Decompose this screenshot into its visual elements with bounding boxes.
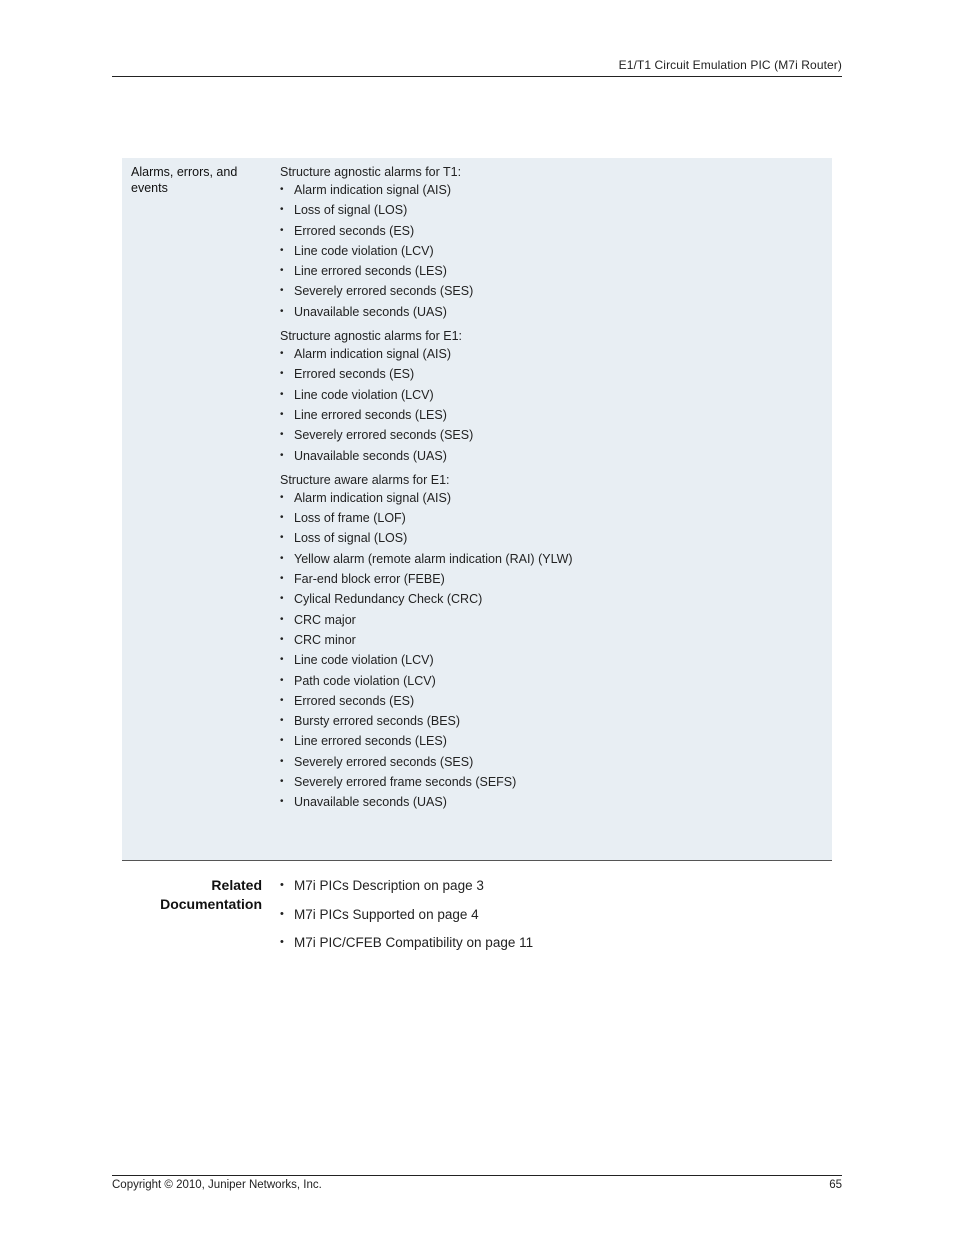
- page-footer: [112, 1175, 842, 1196]
- list-item: • Unavailable seconds (UAS): [280, 792, 820, 812]
- spec-label: Alarms, errors, and events: [131, 165, 238, 195]
- list-item: • Bursty errored seconds (BES): [280, 711, 820, 731]
- alarm-list-e1-agnostic: [280, 344, 820, 466]
- list-item: • Line code violation (LCV): [280, 650, 820, 670]
- list-item: • Unavailable seconds (UAS): [280, 302, 820, 322]
- list-item: • Errored seconds (ES): [280, 691, 820, 711]
- list-item: • Line errored seconds (LES): [280, 405, 820, 425]
- related-heading-line2: Documentation: [160, 896, 262, 912]
- related-heading-line1: Related: [211, 877, 262, 893]
- list-item: • Errored seconds (ES): [280, 364, 820, 384]
- alarm-list-e1-aware: [280, 488, 820, 813]
- list-item: • Alarm indication signal (AIS): [280, 488, 820, 508]
- list-item: • Line errored seconds (LES): [280, 261, 820, 281]
- group-intro-e1-aware: Structure aware alarms for E1:: [280, 472, 450, 487]
- header-title: E1/T1 Circuit Emulation PIC (M7i Router): [618, 58, 842, 72]
- list-item: • Path code violation (LCV): [280, 671, 820, 691]
- related-documentation-heading: [112, 876, 262, 914]
- related-documentation: [112, 876, 842, 966]
- list-item: • Loss of signal (LOS): [280, 200, 820, 220]
- list-item: • Loss of signal (LOS): [280, 528, 820, 548]
- list-item: • Yellow alarm (remote alarm indication (RAI) (YLW): [280, 549, 820, 569]
- group-intro-t1-agnostic: Structure agnostic alarms for T1:: [280, 165, 462, 179]
- page-number: 65: [829, 1179, 842, 1191]
- list-item: • Line errored seconds (LES): [280, 731, 820, 751]
- list-item: • CRC major: [280, 610, 820, 630]
- alarm-list-t1-agnostic: [280, 180, 820, 322]
- list-item: • Errored seconds (ES): [280, 221, 820, 241]
- list-item: • Severely errored seconds (SES): [280, 752, 820, 772]
- list-item: • Loss of frame (LOF): [280, 508, 820, 528]
- spec-table: [122, 158, 832, 861]
- list-item: • Severely errored seconds (SES): [280, 281, 820, 301]
- list-item: • Line code violation (LCV): [280, 241, 820, 261]
- related-link-pics-description[interactable]: • M7i PICs Description on page 3: [280, 876, 533, 905]
- page-header: [112, 56, 842, 77]
- list-item: • Unavailable seconds (UAS): [280, 446, 820, 466]
- list-item: • Alarm indication signal (AIS): [280, 180, 820, 200]
- list-item: • CRC minor: [280, 630, 820, 650]
- list-item: • Severely errored seconds (SES): [280, 425, 820, 445]
- related-links-list: [280, 876, 533, 962]
- footer-copyright: Copyright © 2010, Juniper Networks, Inc.: [112, 1179, 322, 1191]
- group-intro-e1-agnostic: Structure agnostic alarms for E1:: [280, 329, 463, 344]
- list-item: • Line code violation (LCV): [280, 385, 820, 405]
- related-link-pics-supported[interactable]: • M7i PICs Supported on page 4: [280, 905, 533, 934]
- spec-content: [280, 164, 820, 813]
- list-item: • Severely errored frame seconds (SEFS): [280, 772, 820, 792]
- related-link-cfeb-compatibility[interactable]: • M7i PIC/CFEB Compatibility on page 11: [280, 933, 533, 962]
- list-item: • Alarm indication signal (AIS): [280, 344, 820, 364]
- list-item: • Cylical Redundancy Check (CRC): [280, 589, 820, 609]
- list-item: • Far-end block error (FEBE): [280, 569, 820, 589]
